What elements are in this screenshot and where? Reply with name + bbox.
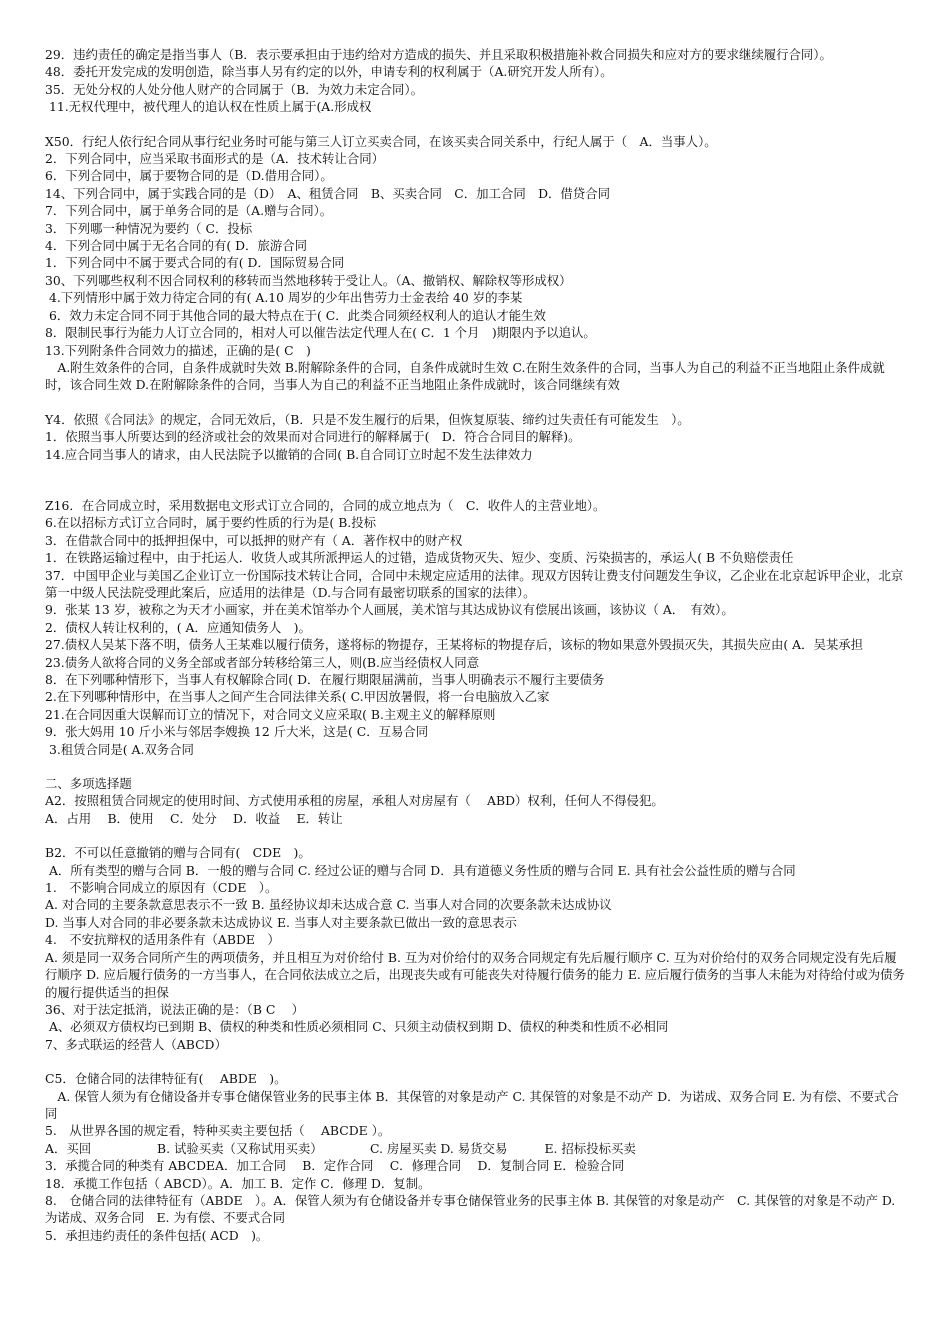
- text-line: 11.无权代理中，被代理人的追认权在性质上属于(A.形成权: [45, 99, 372, 115]
- text-line: 23.债务人欲将合同的义务全部或者部分转移给第三人，则(B.应当经债权人同意: [45, 654, 480, 670]
- text-line: 5. 从世界各国的规定看，特种买卖主要包括（ ABCDE ）。: [45, 1123, 391, 1139]
- text-line: 5．承担违约责任的条件包括( ACD )。: [45, 1227, 269, 1243]
- text-line: 4.下列情形中属于效力待定合同的有( A.10 周岁的少年出售劳力士金表给 40 岁的李某: [45, 290, 523, 306]
- text-line: 37．中国甲企业与美国乙企业订立一份国际技术转让合同，合同中未规定应适用的法律。现双方因转让费支付问题发生争议，乙企业在北京起诉甲企业，北京第一中级人民法院受理此案后，应适用的法律是（D.与合同有最密切联系的国家的法律）。: [45, 567, 904, 600]
- text-line: 3.租赁合同是( A.双务合同: [45, 741, 194, 757]
- text-line: 1．依照当事人所要达到的经济或社会的效果而对合同进行的解释属于( D．符合合同目的解释)。: [45, 429, 581, 445]
- text-line: A. 保管人须为有仓储设备并专事仓储保管业务的民事主体 B．其保管的对象是动产 C. 其保管的对象是不动产 D．为诺成、双务合同 E. 为有偿、不要式合同: [45, 1088, 899, 1121]
- text-line: Y4．依照《合同法》的规定，合同无效后，（B．只是不发生履行的后果，但恢复原装、缔约过失责任有可能发生 ）。: [45, 411, 690, 427]
- text-line: X50．行纪人依行纪合同从事行纪业务时可能与第三人订立买卖合同，在该买卖合同关系中，行纪人属于（ A．当事人）。: [45, 133, 717, 149]
- text-line: 7、多式联运的经营人（ABCD）: [45, 1036, 227, 1052]
- text-line: 36、对于法定抵消，说法正确的是：（B C ）: [45, 1001, 305, 1017]
- text-line: 3．承揽合同的种类有 ABCDEA．加工合同 B．定作合同 C．修理合同 D．复制合同 E．检验合同: [45, 1158, 625, 1174]
- text-line: 48．委托开发完成的发明创造，除当事人另有约定的以外，申请专利的权利属于（A.研究开发人所有）。: [45, 64, 613, 80]
- document-body: [45, 46, 907, 1244]
- text-line: 35．无处分权的人处分他人财产的合同属于（B．为效力未定合同）。: [45, 81, 423, 97]
- text-line: D. 当事人对合同的非必要条款未达成协议 E. 当事人对主要条款已做出一致的意思表示: [45, 914, 517, 930]
- text-line: A、必须双方债权均已到期 B、债权的种类和性质必须相同 C、只须主动债权到期 D、债权的种类和性质不必相同: [45, 1019, 669, 1035]
- text-line: A. 须是同一双务合同所产生的两项债务，并且相互为对价给付 B. 互为对价给付的双务合同规定有先后履行顺序 C. 互为对价给付的双务合同规定没有先后履行顺序 D. 应后履行债务的一方当事人，在合同依法成立之后，出现丧失或有可能丧失对待履行债务的能力 E. 应后履行债务的当事人未能为对待给付或为债务的履行提供适当的担保: [45, 949, 905, 1000]
- text-line: 14、下列合同中，属于实践合同的是（D） A、租赁合同 B、买卖合同 C．加工合同 D．借贷合同: [45, 185, 610, 201]
- blank-line: [45, 394, 907, 411]
- text-line: 9．张大妈用 10 斤小米与邻居李嫂换 12 斤大米，这是( C．互易合同: [45, 724, 429, 740]
- text-line: 1. 不影响合同成立的原因有（CDE ）。: [45, 880, 278, 896]
- text-line: B2．不可以任意撤销的赠与合同有( CDE )。: [45, 845, 311, 861]
- text-line: 6.在以招标方式订立合同时，属于要约性质的行为是( B.投标: [45, 515, 377, 531]
- text-line: A.附生效条件的合同，自条件成就时失效 B.附解除条件的合同，自条件成就时生效 C.在附生效条件的合同，当事人为自己的利益不正当地阻止条件成就时，该合同生效 D.在附解除条件的合同，当事人为自己的利益不正当地阻止条件成就时，该合同继续有效: [45, 359, 885, 393]
- text-line: Z16．在合同成立时，采用数据电文形式订立合同的，合同的成立地点为（ C．收件人的主营业地）。: [45, 497, 606, 513]
- text-line: 4．下列合同中属于无名合同的有( D．旅游合同: [45, 238, 308, 254]
- text-line: 8. 仓储合同的法律特征有（ABDE ）。A．保管人须为有仓储设备并专事仓储保管业务的民事主体 B. 其保管的对象是动产 C. 其保管的对象是不动产 D. 为诺成、双务合同 E. 为有偿、不要式合同: [45, 1192, 900, 1226]
- text-line: C5．仓储合同的法律特征有( ABDE )。: [45, 1071, 287, 1087]
- text-line: A．所有类型的赠与合同 B．一般的赠与合同 C. 经过公证的赠与合同 D．具有道德义务性质的赠与合同 E. 具有社会公益性质的赠与合同: [45, 862, 796, 878]
- text-line: 3．在借款合同中的抵押担保中，可以抵押的财产有（ A．著作权中的财产权: [45, 532, 463, 548]
- text-line: 14.应合同当事人的请求，由人民法院予以撤销的合同( B.自合同订立时起不发生法律效力: [45, 446, 533, 462]
- text-line: 2．债权人转让权利的，( A．应通知债务人 )。: [45, 619, 311, 635]
- text-line: 2.在下列哪种情形中，在当事人之间产生合同法律关系( C.甲因放暑假，将一台电脑放入乙家: [45, 689, 550, 705]
- text-line: 30、下列哪些权利不因合同权利的移转而当然地移转于受让人。（A、撤销权、解除权等形成权）: [45, 272, 572, 288]
- text-line: 4. 不安抗辩权的适用条件有（ABDE ）: [45, 932, 280, 948]
- text-line: 二、多项选择题: [45, 776, 132, 792]
- text-line: A．占用 B．使用 C．处分 D．收益 E．转让: [45, 810, 343, 826]
- text-line: 1．在铁路运输过程中，由于托运人．收货人或其所派押运人的过错，造成货物灭失、短少、变质、污染损害的，承运人( B 不负赔偿责任: [45, 550, 794, 566]
- blank-line: [45, 480, 907, 497]
- blank-line: [45, 758, 907, 775]
- blank-line: [45, 463, 907, 480]
- blank-line: [45, 827, 907, 844]
- text-line: 27.债权人吴某下落不明，债务人王某难以履行债务，遂将标的物提存，王某将标的物提存后，该标的物如果意外毁损灭失，其损失应由( A．吴某承担: [45, 637, 864, 653]
- text-line: 9．张某 13 岁，被称之为天才小画家，并在美术馆举办个人画展，美术馆与其达成协议有偿展出该画，该协议（ A． 有效）。: [45, 602, 734, 618]
- text-line: 13.下列附条件合同效力的描述，正确的是( C ): [45, 342, 311, 358]
- text-line: 8．在下列哪种情形下，当事人有权解除合同( D．在履行期限届满前，当事人明确表示不履行主要债务: [45, 672, 605, 687]
- text-line: 29．违约责任的确定是指当事人（B．表示要承担由于违约给对方造成的损失、并且采取积极措施补救合同损失和应对方的要求继续履行合同）。: [45, 47, 832, 62]
- blank-line: [45, 116, 907, 133]
- text-line: 6．效力未定合同不同于其他合同的最大特点在于( C．此类合同须经权利人的追认才能生效: [45, 307, 546, 323]
- blank-line: [45, 1053, 907, 1070]
- text-line: 21.在合同因重大误解而订立的情况下，对合同文义应采取( B.主观主义的解释原则: [45, 706, 496, 722]
- text-line: 18．承揽工作包括（ ABCD）。A．加工 B．定作 C．修理 D．复制。: [45, 1175, 431, 1191]
- text-line: 7．下列合同中，属于单务合同的是（A.赠与合同）。: [45, 203, 333, 219]
- text-line: A2．按照租赁合同规定的使用时间、方式使用承租的房屋，承租人对房屋有（ ABD）权利，任何人不得侵犯。: [45, 793, 664, 809]
- text-line: A．买回 B. 试验买卖（又称试用买卖） C. 房屋买卖 D. 易货交易 E. 招标投标买卖: [45, 1140, 636, 1156]
- text-line: 3．下列哪一种情况为要约（ C．投标: [45, 220, 253, 236]
- text-line: 2．下列合同中，应当采取书面形式的是（A．技术转让合同）: [45, 151, 384, 167]
- text-line: 8．限制民事行为能力人订立合同的，相对人可以催告法定代理人在( C．1 个月 )期限内予以追认。: [45, 325, 596, 341]
- text-line: A. 对合同的主要条款意思表示不一致 B. 虽经协议却未达成合意 C. 当事人对合同的次要条款未达成协议: [45, 897, 612, 913]
- text-line: 6．下列合同中，属于要物合同的是（D.借用合同）。: [45, 168, 333, 184]
- text-line: 1．下列合同中不属于要式合同的有( D．国际贸易合同: [45, 255, 345, 271]
